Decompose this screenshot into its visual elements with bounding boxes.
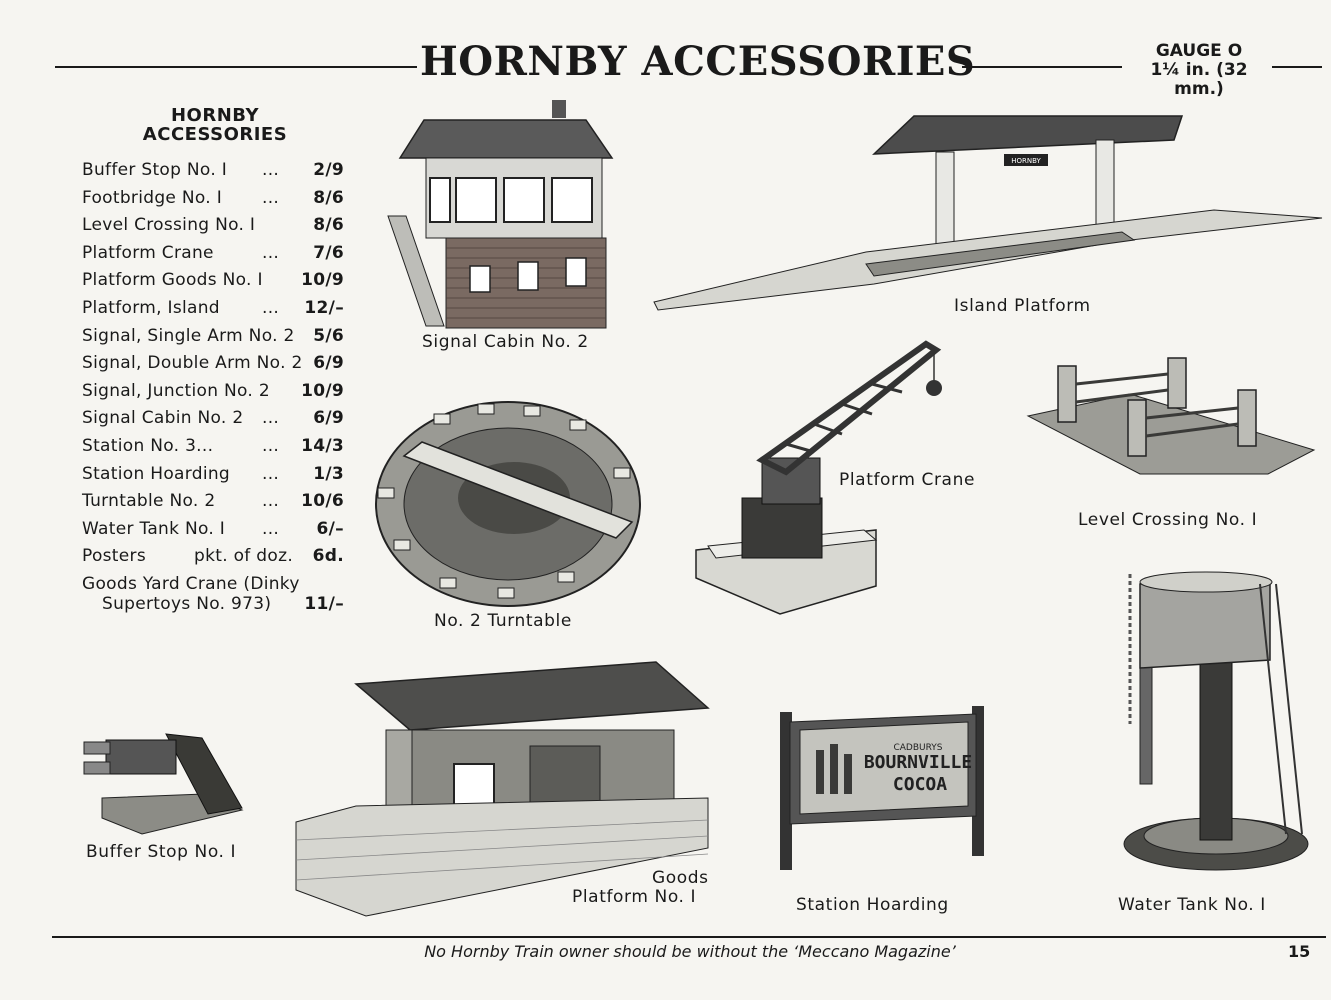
- price-list-item: [82, 188, 344, 210]
- header-rule-middle: [962, 66, 1122, 68]
- item-price: 6/9: [313, 353, 344, 374]
- station-hoarding-illustration: [760, 704, 1000, 874]
- item-name: Signal, Double Arm No. 2: [82, 353, 303, 374]
- item-name: Signal Cabin No. 2: [82, 408, 244, 429]
- island-platform-illustration: [654, 114, 1322, 314]
- item-name: Turntable No. 2: [82, 491, 216, 512]
- item-leader: ...: [262, 187, 280, 208]
- level-crossing-illustration: [1028, 354, 1314, 478]
- water-tank-illustration: [1120, 564, 1314, 876]
- item-price: 1/3: [313, 463, 344, 484]
- item-name: Water Tank No. I: [82, 518, 226, 539]
- item-leader: ...: [262, 436, 280, 456]
- buffer-stop-caption: Buffer Stop No. I: [86, 842, 237, 862]
- item-price: 6/9: [313, 408, 344, 429]
- poster-line-2: BOURNVILLE: [863, 752, 973, 773]
- price-list-heading: [100, 106, 330, 144]
- goods-platform-illustration: [296, 660, 710, 918]
- price-list-item: [82, 326, 344, 348]
- item-name: Signal, Junction No. 2: [82, 380, 270, 401]
- island-platform-caption: Island Platform: [954, 296, 1091, 316]
- price-list-item: [82, 353, 344, 375]
- page-number: 15: [1288, 942, 1311, 961]
- item-leader: pkt. of doz.: [194, 546, 294, 567]
- item-name: Level Crossing No. I: [82, 215, 256, 236]
- item-name: Station No. 3...: [82, 436, 214, 456]
- item-leader: ...: [262, 491, 280, 512]
- price-list-item: [82, 546, 344, 568]
- item-name: Platform, Island: [82, 298, 220, 318]
- price-list-item: [82, 270, 344, 292]
- level-crossing-caption: Level Crossing No. I: [1078, 510, 1258, 530]
- item-leader: ...: [262, 518, 280, 539]
- price-list-heading-line-2: ACCESSORIES: [142, 124, 288, 145]
- item-price: 7/6: [313, 242, 344, 263]
- item-price: 12/–: [304, 298, 344, 318]
- footer-slogan: No Hornby Train owner should be without the ‘Meccano Magazine’: [424, 942, 956, 961]
- goods-platform-caption-line-1: Goods: [652, 868, 709, 888]
- station-hoarding-caption: Station Hoarding: [796, 895, 949, 915]
- price-list-heading-line-1: HORNBY: [170, 105, 260, 126]
- item-price: 10/6: [301, 491, 344, 512]
- price-list-item: [82, 215, 344, 237]
- item-name: Platform Crane: [82, 242, 214, 263]
- item-leader: ...: [262, 463, 280, 484]
- item-price: 6/–: [316, 518, 344, 539]
- header-rule-right: [1272, 66, 1322, 68]
- price-list-item: [82, 464, 344, 486]
- page-title: HORNBY ACCESSORIES: [420, 38, 976, 85]
- price-list-item: [82, 436, 344, 458]
- price-list-item: [82, 491, 344, 513]
- item-name: Station Hoarding: [82, 463, 231, 484]
- island-platform-sign: HORNBY: [1011, 157, 1041, 165]
- item-price: 14/3: [301, 436, 344, 456]
- price-list-item: [82, 243, 344, 265]
- signal-cabin-caption: Signal Cabin No. 2: [422, 332, 589, 352]
- item-name: Posters: [82, 546, 146, 567]
- item-name: Platform Goods No. I: [82, 270, 263, 291]
- buffer-stop-illustration: [82, 714, 244, 838]
- item-price: 11/–: [304, 594, 344, 614]
- price-list-item: [82, 381, 344, 403]
- price-list-item: [82, 298, 344, 320]
- item-price: 5/6: [313, 325, 344, 346]
- water-tank-caption: Water Tank No. I: [1118, 895, 1266, 915]
- gauge-label: [1124, 42, 1274, 99]
- price-list-item: [82, 519, 344, 541]
- item-price: 10/9: [301, 380, 344, 401]
- item-name: Buffer Stop No. I: [82, 160, 228, 180]
- item-price: 2/9: [313, 160, 344, 180]
- header-rule-left: [55, 66, 417, 68]
- item-price: 8/6: [313, 215, 344, 236]
- item-leader: ...: [262, 160, 280, 180]
- poster-line-3: COCOA: [892, 774, 948, 795]
- footer-rule: [52, 936, 1326, 938]
- poster-line-1: CADBURYS: [893, 743, 943, 753]
- turntable-illustration: [374, 400, 642, 610]
- gauge-line-1: GAUGE O: [1155, 41, 1243, 61]
- price-list-item-goods-yard-crane: [82, 574, 344, 618]
- turntable-caption: No. 2 Turntable: [434, 611, 572, 631]
- signal-cabin-illustration: [386, 98, 616, 330]
- item-name-line-1: Goods Yard Crane (Dinky: [82, 574, 300, 594]
- item-leader: ...: [262, 298, 280, 318]
- goods-platform-caption-line-2: Platform No. I: [572, 887, 697, 907]
- platform-crane-caption: Platform Crane: [839, 470, 976, 490]
- item-leader: ...: [262, 408, 280, 429]
- item-price: 6d.: [312, 546, 344, 567]
- gauge-line-2: 1¼ in. (32 mm.): [1150, 60, 1248, 99]
- price-list-item: [82, 160, 344, 182]
- item-name: Footbridge No. I: [82, 187, 223, 208]
- price-list-item: [82, 408, 344, 430]
- item-price: 8/6: [313, 187, 344, 208]
- item-price: 10/9: [301, 270, 344, 291]
- item-name: Signal, Single Arm No. 2: [82, 325, 295, 346]
- item-leader: ...: [262, 242, 280, 263]
- item-name-line-2: Supertoys No. 973): [102, 594, 272, 614]
